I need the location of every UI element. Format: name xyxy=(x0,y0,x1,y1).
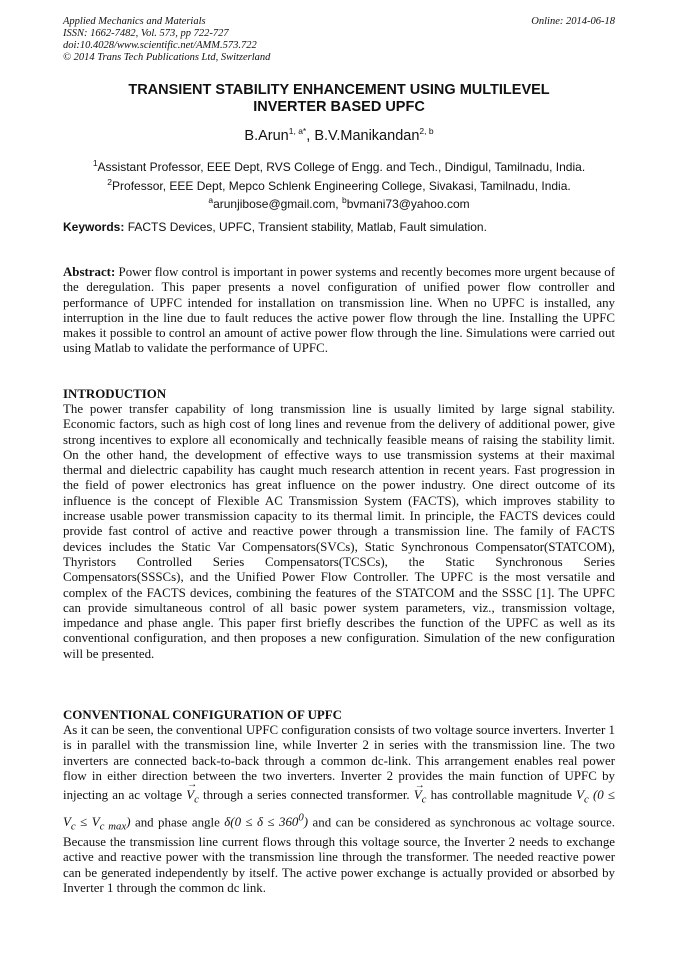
affiliations xyxy=(63,156,615,212)
online-date: Online: 2014-06-18 xyxy=(531,16,615,27)
author-2: B.V.Manikandan xyxy=(314,127,420,144)
copyright-line: © 2014 Trans Tech Publications Ltd, Switzerland xyxy=(63,52,271,63)
section-heading-conventional: CONVENTIONAL CONFIGURATION OF UPFC xyxy=(63,708,342,722)
authors: B.Arun$^{1, a*}$, B.V.Manikandan$^{2, b}$ xyxy=(244,126,434,144)
affiliation-2: $^2$Professor, EEE Dept, Mepco Schlenk Engineering College, Sivakasi, Tamilnadu, India. xyxy=(107,176,571,193)
section-heading-introduction: INTRODUCTION xyxy=(63,387,167,401)
keywords xyxy=(63,220,615,234)
paper-title: TRANSIENT STABILITY ENHANCEMENT USING MULTILEVEL INVERTER BASED UPFC xyxy=(128,82,550,115)
abstract xyxy=(63,265,615,357)
vc-vector-symbol: → $V_c$ xyxy=(186,784,199,811)
introduction-paragraph: The power transfer capability of long transmission line is usually limited by large signal stability. Economic factors, such as high cost of long lines and revenue from the delivery of additional power, give strong incentives to explore all economically and technically feasible means of raising the stability limit. On the other hand, the development of effective ways to use transmission systems at their maximal thermal and dielectric capability has caught much research attention in recent years. Fast progression in the field of power electronics has great influence on the power industry. One direct outcome of its influence is the concept of Flexible AC Transmission System (FACTS), which improves stability to increase usable power transmission capacity to its thermal limit. In principle, the FACTS devices could provide fast control of active and reactive power through a transmission line. The family of FACTS devices includes the Static Var Compensators(SVCs), Static Synchronous Compensator(STATCOM), Thyristors Controlled Series Compensators(TCSCs), the Static Synchronous Series Compensators(SSSCs), and the Unified Power Flow Controller. The UPFC is the most versatile and complex of the FACTS devices, combining the features of the STATCOM and the SSSC [1]. The UPFC can provide simultaneous control of all basic power system parameters, viz., transmission voltage, impedance and phase angle. This paper first briefly describes the function of the UPFC as well as its conventional configuration, and then proposes a new configuration. Simulation of the new configuration will be presented. xyxy=(63,402,615,661)
issn-line: ISSN: 1662-7482, Vol. 573, pp 722-727 xyxy=(63,28,229,39)
doi-line: doi:10.4028/www.scientific.net/AMM.573.722 xyxy=(63,40,257,51)
affiliation-1: $^1$Assistant Professor, EEE Dept, RVS College of Engg. and Tech., Dindigul, Tamilnadu, India. xyxy=(92,158,586,174)
vc-vector-symbol-2: → $V_c$ xyxy=(414,788,427,808)
author-1: B.Arun xyxy=(244,127,289,144)
conventional-paragraph: As it can be seen, the conventional UPFC configuration consists of two voltage source inverters. Inverter 1 is in parallel with the transmission line, while Inverter 2 in series with the transmission line. The two inverters are connected back-to-back through a common dc-link. This arrangement enables real power flow in either direction between the two inverters. Inverter 2 provides the main function of UPFC by injecting an ac voltage → $V_c$ through a series connected transformer. → $V_c$ has controllable magnitude $V_c$ $(0 \le V_c \le V_{c max})$ and phase angle $\delta(0 \le \delta \le 360^0)$ and can be considered as synchronous ac voltage source. Because the transmission line current flows through this voltage source, the Inverter 2 needs to exchange active and reactive power with the transmission line through the transformer. The needed reactive power can be generated independently by itself. The active power exchange is actually provided or absorbed by Inverter 1 through the common dc link. xyxy=(63,723,615,896)
magnitude-equation: $V_c$ $(0 \le V_c \le V_{c max})$ xyxy=(63,788,615,833)
emails: $^a$arunjibose@gmail.com, $^b$bvmani73@yahoo.com xyxy=(208,195,470,212)
phase-equation: $\delta(0 \le \delta \le 360^0)$ xyxy=(224,811,309,830)
page-header xyxy=(63,16,615,64)
abstract-text: Power flow control is important in power systems and recently becomes more urgent because of the deregulation. This paper presents a novel configuration of unified power flow controller and performance of UPFC intended for installation on transmission line. When no UPFC is installed, any interruption in the line due to fault reduces the active power flow through the line. Installing the UPFC makes it possible to control an amount of active power flow through the line. Simulations were carried out using Matlab to validate the performance of UPFC. xyxy=(63,265,615,356)
abstract-label: Abstract: xyxy=(63,265,116,279)
keywords-label: Keywords: xyxy=(63,220,125,234)
journal-name: Applied Mechanics and Materials xyxy=(63,16,206,27)
keywords-text: FACTS Devices, UPFC, Transient stability, Matlab, Fault simulation. xyxy=(124,220,487,234)
